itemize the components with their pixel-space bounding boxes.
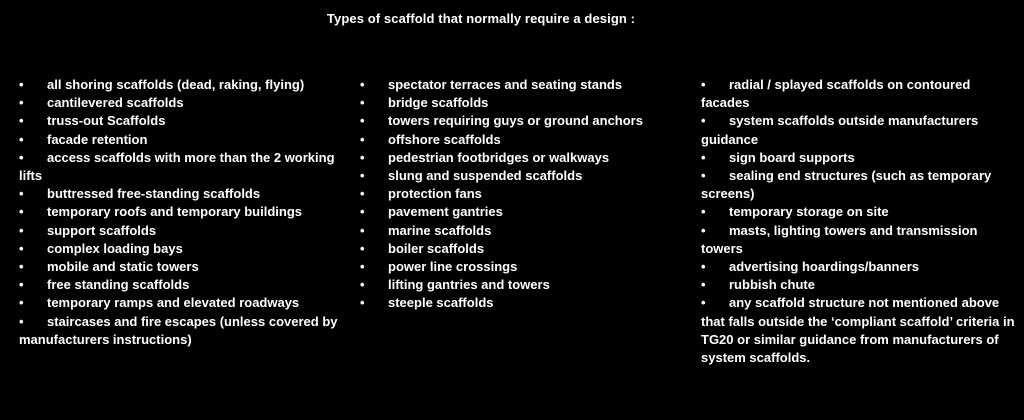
list-item: [360, 112, 690, 130]
bullet-icon: •: [701, 77, 706, 92]
list-item-text: masts, lighting towers and transmission towers: [701, 222, 978, 256]
list-item-text: staircases and fire escapes (unless covered by manufacturers instructions): [19, 313, 338, 347]
bullet-icon: •: [360, 295, 365, 311]
bullet-icon: •: [701, 295, 706, 311]
list-item-text: system scaffolds outside manufacturers guidance: [701, 113, 979, 147]
column-2: [360, 76, 690, 313]
list-item-text: sealing end structures (such as temporary screens): [701, 168, 992, 202]
list-item: [701, 276, 1021, 294]
list-item: [19, 149, 349, 185]
list-item: [19, 258, 349, 276]
list-item-text: rubbish chute: [729, 277, 815, 293]
scaffold-list-2: [360, 76, 690, 313]
list-item: [360, 94, 690, 112]
bullet-icon: •: [360, 113, 365, 129]
bullet-icon: •: [19, 186, 24, 202]
list-item: [701, 149, 1021, 167]
bullet-icon: •: [19, 240, 24, 256]
scaffold-list-1: [19, 76, 349, 349]
list-item-text: spectator terraces and seating stands: [388, 77, 623, 92]
bullet-icon: •: [19, 113, 24, 129]
list-item: [701, 222, 1021, 258]
list-item: [360, 167, 690, 185]
list-item-text: buttressed free-standing scaffolds: [47, 186, 261, 202]
bullet-icon: •: [19, 313, 24, 329]
list-item-text: temporary storage on site: [729, 204, 889, 220]
list-item: [19, 240, 349, 258]
bullet-icon: •: [19, 259, 24, 275]
bullet-icon: •: [701, 113, 706, 129]
list-item: [19, 222, 349, 240]
list-item-text: mobile and static towers: [47, 259, 199, 275]
list-item: [701, 258, 1021, 276]
list-item: [701, 167, 1021, 203]
list-item-text: cantilevered scaffolds: [47, 95, 184, 111]
list-item-text: power line crossings: [388, 259, 518, 275]
list-item: [19, 94, 349, 112]
bullet-icon: •: [19, 131, 24, 147]
list-item-text: truss-out Scaffolds: [47, 113, 166, 129]
list-item: [19, 276, 349, 294]
bullet-icon: •: [701, 168, 706, 184]
list-item: [360, 76, 690, 94]
list-item-text: boiler scaffolds: [388, 240, 485, 256]
bullet-icon: •: [360, 77, 365, 92]
list-item-text: protection fans: [388, 186, 482, 202]
page-title: Types of scaffold that normally require a design :: [326, 11, 636, 26]
list-item-text: free standing scaffolds: [47, 277, 190, 293]
bullet-icon: •: [19, 77, 24, 92]
list-item-text: all shoring scaffolds (dead, raking, flying): [47, 77, 305, 92]
bullet-icon: •: [19, 222, 24, 238]
list-item-text: facade retention: [47, 131, 148, 147]
bullet-icon: •: [19, 295, 24, 311]
list-item: [19, 76, 349, 94]
bullet-icon: •: [360, 204, 365, 220]
list-item: [360, 131, 690, 149]
list-item-text: sign board supports: [729, 149, 855, 165]
column-1: [19, 76, 349, 349]
column-3: [701, 76, 1021, 367]
list-item-text: advertising hoardings/banners: [729, 259, 919, 275]
list-item: [701, 112, 1021, 148]
bullet-icon: •: [701, 277, 706, 293]
scaffold-list-3: [701, 76, 1021, 367]
list-item-text: steeple scaffolds: [388, 295, 494, 311]
list-item-text: slung and suspended scaffolds: [388, 168, 583, 184]
list-item: [19, 313, 349, 349]
list-item-text: any scaffold structure not mentioned above that falls outside the ‘compliant scaffold’ criteria in TG20 or similar guidance from manufacturers of system scaffolds.: [701, 295, 1015, 366]
bullet-icon: •: [701, 204, 706, 220]
bullet-icon: •: [360, 277, 365, 293]
bullet-icon: •: [701, 149, 706, 165]
list-item: [360, 185, 690, 203]
bullet-icon: •: [19, 95, 24, 111]
list-item: [360, 222, 690, 240]
list-item: [701, 294, 1021, 367]
list-item-text: temporary ramps and elevated roadways: [47, 295, 300, 311]
list-item: [701, 76, 1021, 112]
list-item: [19, 131, 349, 149]
list-item: [360, 149, 690, 167]
list-item-text: access scaffolds with more than the 2 working lifts: [19, 149, 335, 184]
bullet-icon: •: [19, 204, 24, 220]
bullet-icon: •: [360, 131, 365, 147]
list-item-text: towers requiring guys or ground anchors: [388, 113, 643, 129]
list-item-text: bridge scaffolds: [388, 95, 489, 111]
bullet-icon: •: [701, 259, 706, 275]
bullet-icon: •: [360, 222, 365, 238]
list-item-text: temporary roofs and temporary buildings: [47, 204, 302, 220]
list-item-text: pedestrian footbridges or walkways: [388, 149, 610, 165]
list-item: [19, 203, 349, 221]
list-item-text: offshore scaffolds: [388, 131, 501, 147]
list-item: [360, 203, 690, 221]
bullet-icon: •: [360, 168, 365, 184]
list-item: [360, 276, 690, 294]
list-item: [360, 240, 690, 258]
list-item: [701, 203, 1021, 221]
bullet-icon: •: [360, 259, 365, 275]
list-item: [19, 185, 349, 203]
list-item-text: radial / splayed scaffolds on contoured facades: [701, 77, 971, 111]
list-item: [360, 294, 690, 312]
bullet-icon: •: [360, 149, 365, 165]
list-item-text: pavement gantries: [388, 204, 503, 220]
bullet-icon: •: [360, 186, 365, 202]
list-item: [19, 112, 349, 130]
bullet-icon: •: [360, 95, 365, 111]
list-item-text: complex loading bays: [47, 240, 183, 256]
bullet-icon: •: [19, 277, 24, 293]
list-item-text: support scaffolds: [47, 222, 157, 238]
list-item: [360, 258, 690, 276]
bullet-icon: •: [701, 222, 706, 238]
list-item: [19, 294, 349, 312]
list-item-text: lifting gantries and towers: [388, 277, 550, 293]
list-item-text: marine scaffolds: [388, 222, 492, 238]
bullet-icon: •: [19, 149, 24, 165]
bullet-icon: •: [360, 240, 365, 256]
